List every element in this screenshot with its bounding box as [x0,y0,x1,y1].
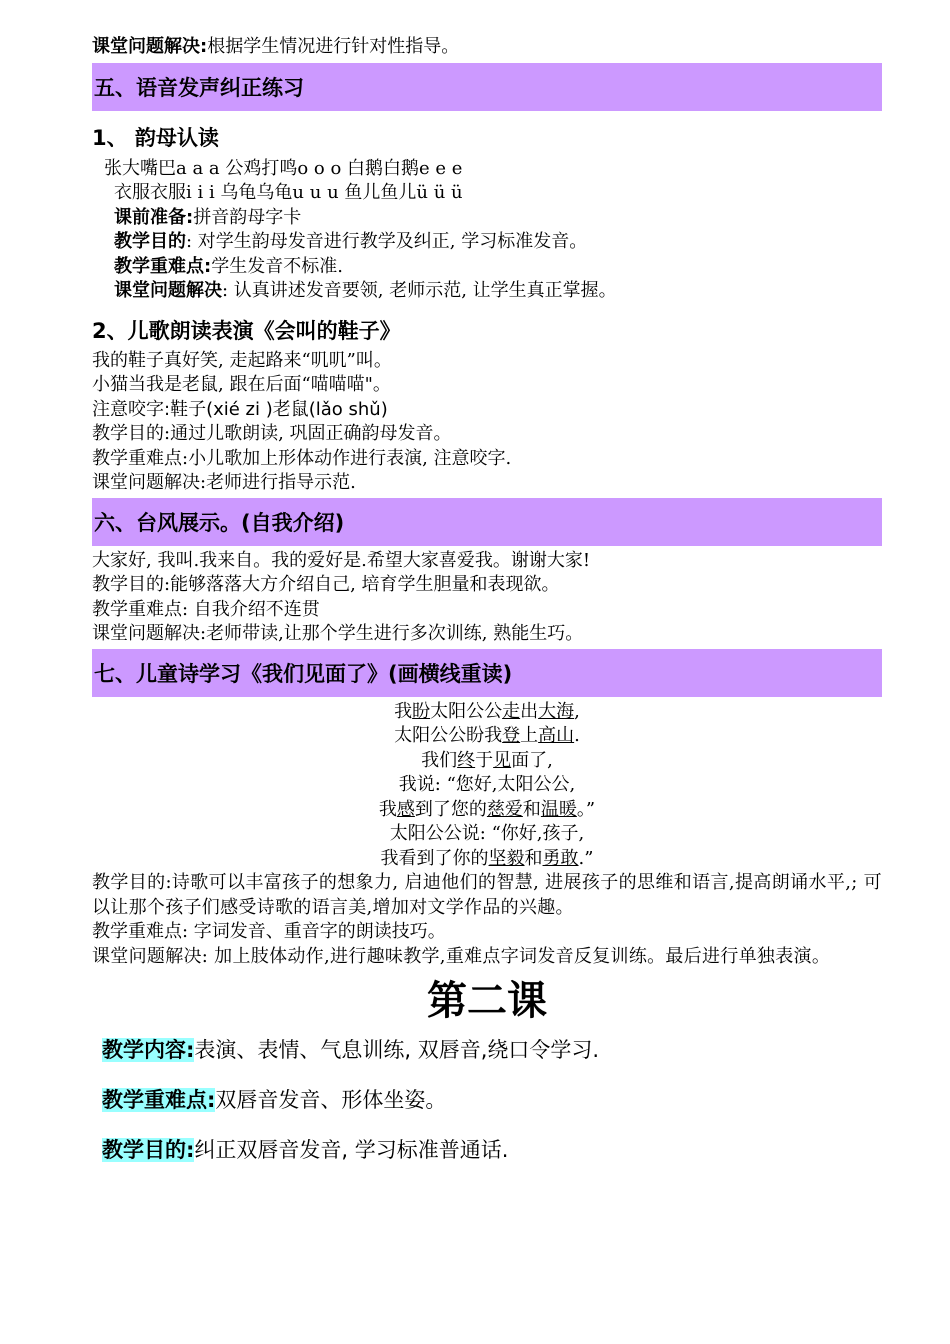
poem [92,700,882,872]
stressed-word: 终 [457,749,476,771]
poem-text: 太阳公公说: “你好,孩子, [389,823,585,844]
prep-line [92,206,882,231]
poem-key: 教学重难点: 字词发音、重音字的朗读技巧。 [92,921,446,942]
vowel-line-2: 衣服衣服i i i 乌龟乌龟u u u 鱼儿鱼儿ü ü ü [114,182,463,203]
stressed-word: 感 [396,798,415,820]
poem-line [92,724,882,749]
top-solve-text: 根据学生情况进行针对性指导。 [207,36,460,57]
stressed-word: 慈爱 [486,798,523,820]
poem-text: . [574,725,580,746]
poem-line [92,822,882,847]
poem-text: 上 [520,725,539,746]
stressed-word: 勇敢 [542,847,579,869]
content-text: 表演、表情、气息训练, 双唇音,绕口令学习. [194,1038,600,1062]
key-line [92,255,882,280]
song-line-2: 小猫当我是老鼠, 跟在后面“喵喵喵"。 [92,374,391,395]
lesson2-key-label: 教学重难点: [102,1088,216,1112]
solve-label: 课堂问题解决 [114,280,222,301]
sub-heading-2: 2、儿歌朗读表演《会叫的鞋子》 [92,318,401,343]
top-solve-label: 课堂问题解决: [92,36,208,57]
poem-solve: 课堂问题解决: 加上肢体动作,进行趣味教学,重难点字词发音反复训练。最后进行单独表演。 [92,945,831,967]
poem-text: 我 [378,798,397,820]
section-7-heading: 七、儿童诗学习《我们见面了》(画横线重读) [92,649,882,697]
stressed-word: 见 [493,749,512,771]
poem-text: 出 [520,700,539,722]
poem-line [92,700,882,725]
song-key: 教学重难点:小儿歌加上形体动作进行表演, 注意咬字. [92,447,512,469]
stressed-word: 走 [502,700,521,722]
poem-text: 和 [524,847,543,869]
stressed-word: 登 [502,725,521,746]
vowel-line-1: 张大嘴巴a a a 公鸡打鸣o o o 白鹅白鹅e e e [104,157,463,179]
poem-text: 我说: “您好,太阳公公, [398,774,576,795]
poem-text: 太阳公公盼我 [394,725,503,746]
intro-goal: 教学目的:能够落落大方介绍自己, 培育学生胆量和表现欲。 [92,574,560,595]
stressed-word: 高山 [538,725,575,746]
poem-text: 到了您的 [414,798,487,820]
lesson2-goal-label: 教学目的: [102,1138,195,1162]
poem-text: 面了, [511,749,553,771]
poem-text: 和 [522,798,541,820]
lesson-2-title: 第二课 [427,978,547,1024]
top-solve-line [92,35,882,60]
prep-text: 拼音韵母字卡 [193,206,302,228]
poem-text: .” [578,847,594,869]
lesson2-goal-text: 纠正双唇音发音, 学习标准普通话. [194,1138,509,1162]
lesson2-key-text: 双唇音发音、形体坐姿。 [215,1088,447,1112]
section-5-heading: 五、语音发声纠正练习 [92,63,882,111]
content-label: 教学内容: [102,1038,195,1062]
poem-text: 我 [394,700,413,722]
poem-line [92,798,882,823]
stressed-word: 盼 [412,700,431,722]
goal-label: 教学目的 [114,231,186,252]
intro-key: 教学重难点: 自我介绍不连贯 [92,598,320,620]
pronunciation-note: 注意咬字:鞋子(xié zi )老鼠(lǎo shǔ) [92,398,388,420]
key-text: 学生发音不标准. [211,255,343,277]
goal-line [92,230,882,255]
lesson-2-content [102,1035,882,1065]
intro-line: 大家好, 我叫.我来自。我的爱好是.希望大家喜爱我。谢谢大家! [92,549,591,571]
key-label: 教学重难点: [114,255,212,277]
lesson-2-key [102,1085,882,1115]
sub-heading-1: 1、 韵母认读 [92,125,219,150]
stressed-word: 坚毅 [488,847,525,869]
poem-line [92,847,882,872]
intro-solve: 课堂问题解决:老师带读,让那个学生进行多次训练, 熟能生巧。 [92,623,584,644]
poem-text: , [574,700,580,722]
stressed-word: 大海 [538,700,575,722]
poem-text: 我们 [421,749,458,771]
goal-text: : 对学生韵母发音进行教学及纠正, 学习标准发音。 [186,231,588,252]
stressed-word: 温暖 [540,798,577,820]
lesson-2-goal [102,1135,882,1165]
song-line-1: 我的鞋子真好笑, 走起路来“叽叽”叫。 [92,349,392,371]
poem-goal: 教学目的:诗歌可以丰富孩子的想象力, 启迪他们的智慧, 进展孩子的思维和语言,提高朗诵水平,; 可以让那个孩子们感受诗歌的语言美,增加对文学作品的兴趣。 [92,872,882,918]
poem-text: 。” [576,798,596,820]
solve-line [92,279,882,304]
section-6-heading: 六、台风展示。(自我介绍) [92,498,882,546]
poem-text: 太阳公公 [430,700,503,722]
poem-line [92,749,882,774]
document-page [92,36,882,1165]
poem-text: 我看到了你的 [380,847,489,869]
solve-text: : 认真讲述发音要领, 老师示范, 让学生真正掌握。 [222,280,617,301]
prep-label: 课前准备: [114,206,194,228]
poem-line [92,773,882,798]
song-solve: 课堂问题解决:老师进行指导示范. [92,472,356,493]
poem-text: 于 [475,749,494,771]
song-goal: 教学目的:通过儿歌朗读, 巩固正确韵母发音。 [92,423,452,444]
